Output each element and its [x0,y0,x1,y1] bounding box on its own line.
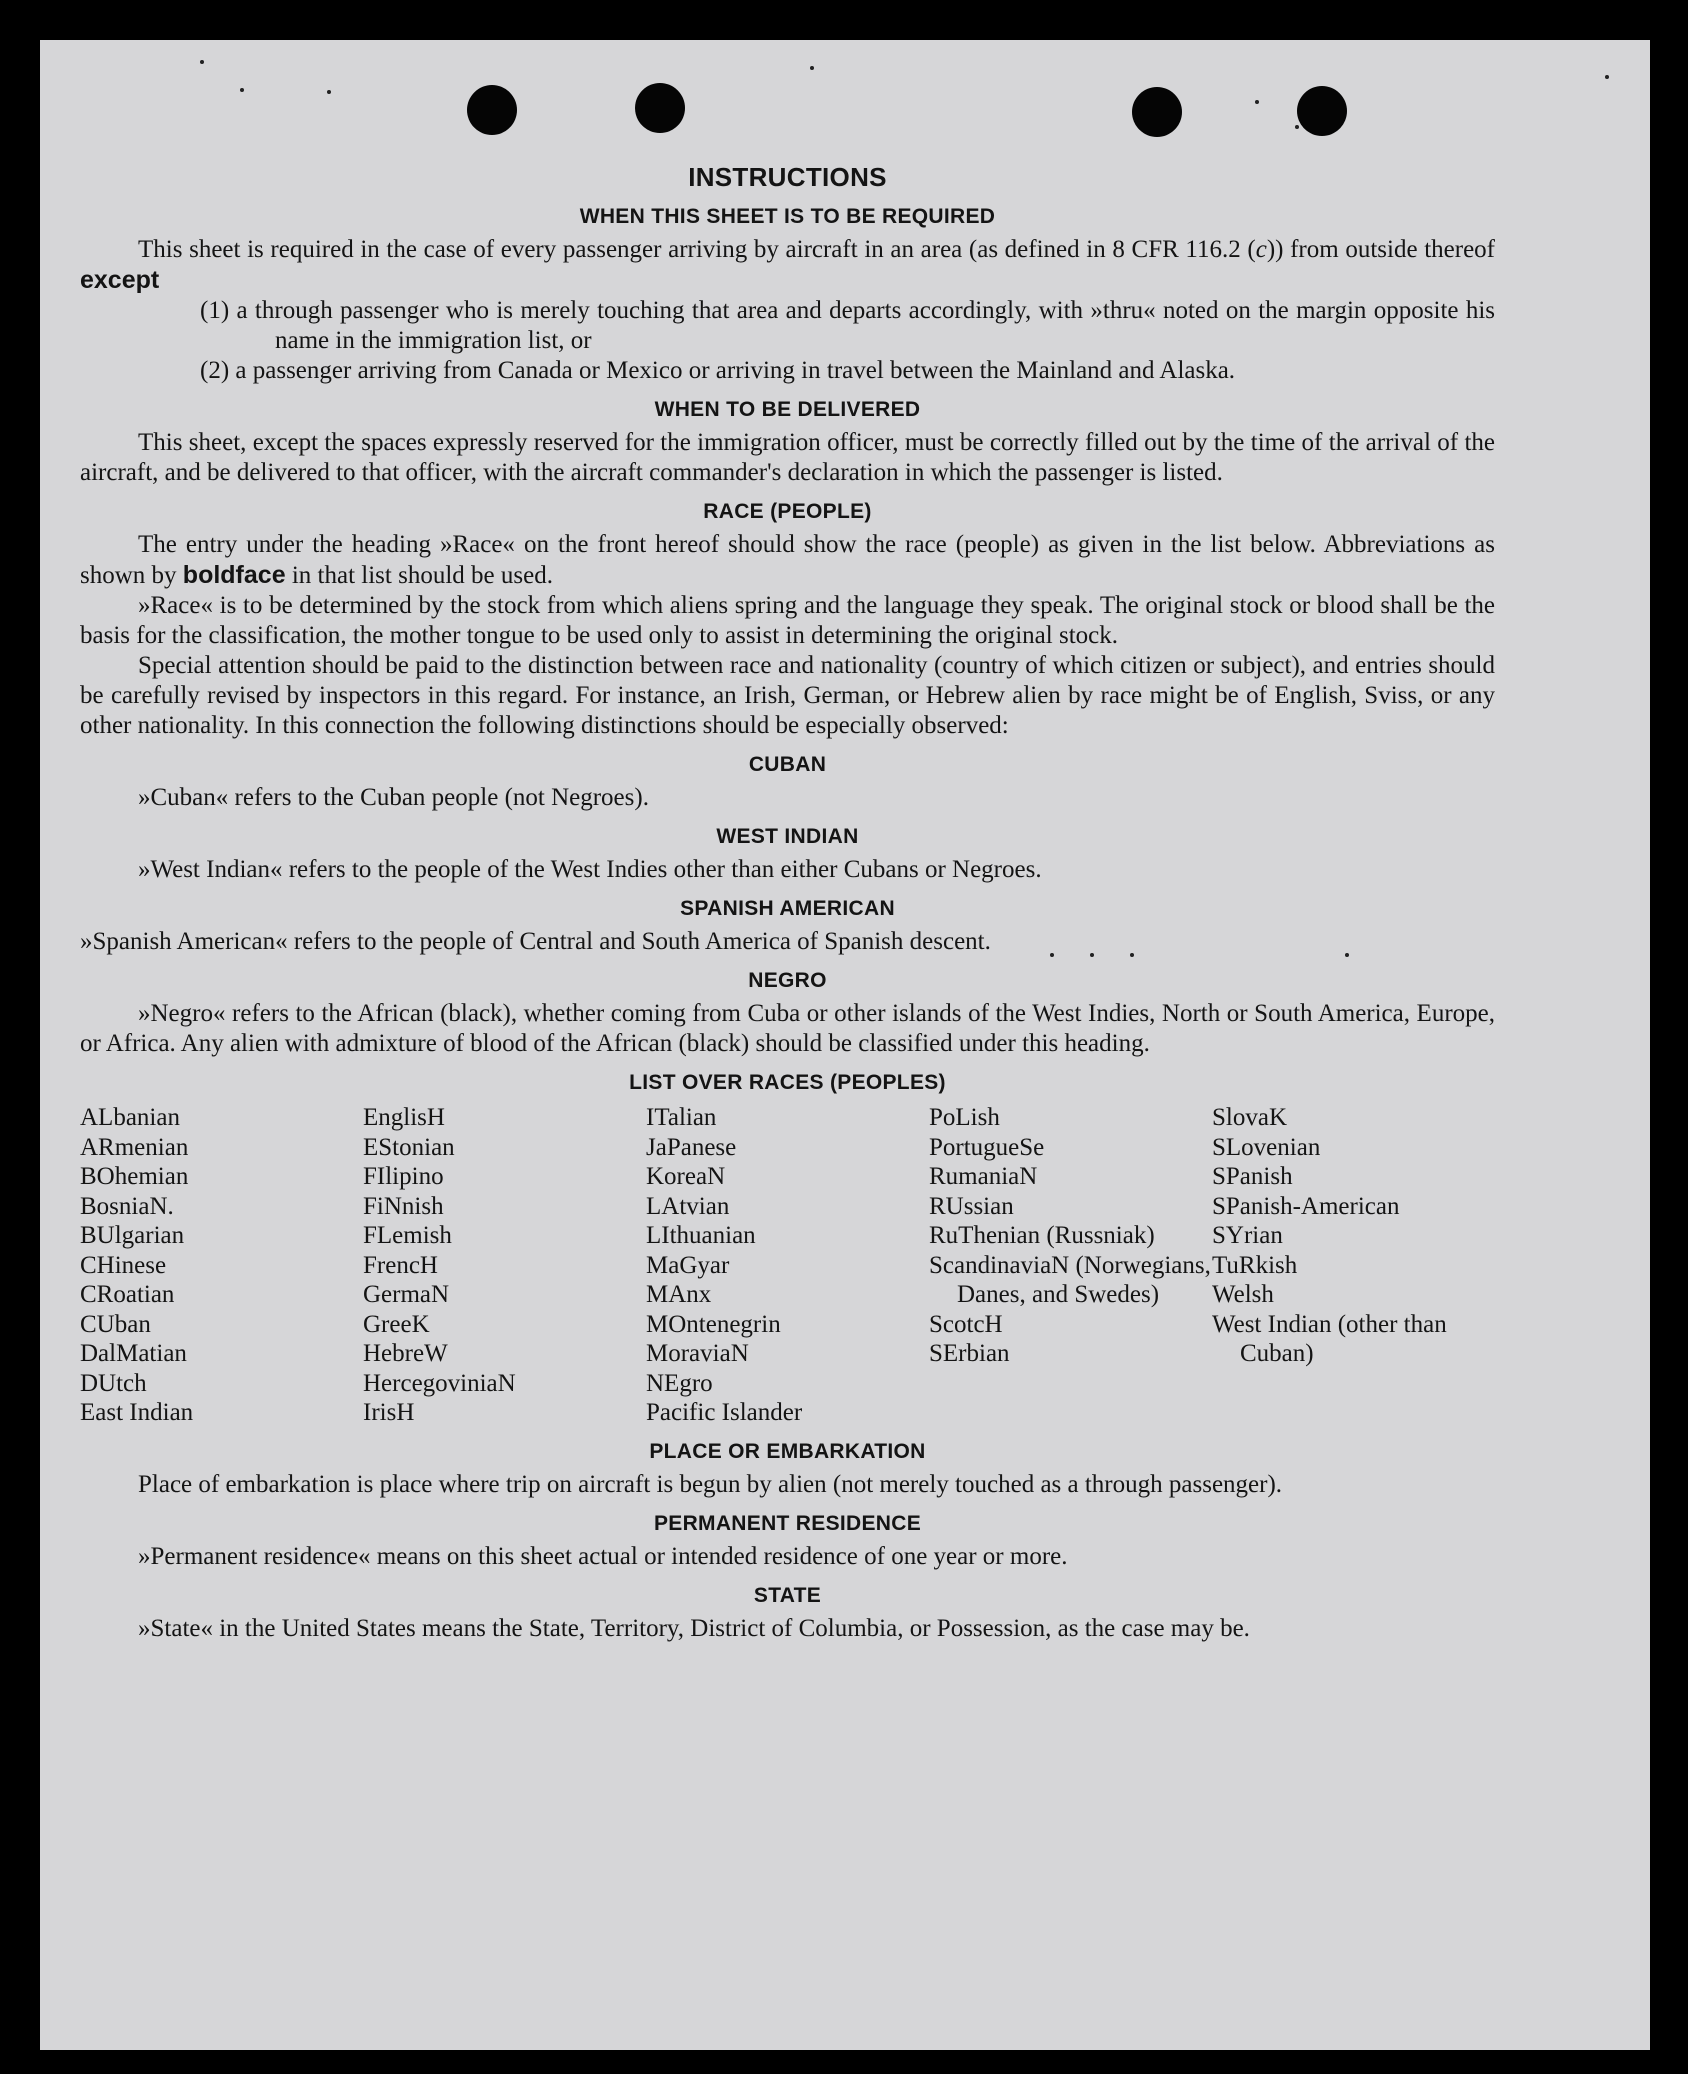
west-indian-paragraph: »West Indian« refers to the people of the West Indies other than either Cubans or Negroes. [138,856,1042,883]
required-intro-a: This sheet is required in the case of every passenger arriving by aircraft in an area (as defined in 8 CFR 116.2 ( [138,236,1256,263]
heading-cuban: CUBAN [748,753,827,776]
race-item: FiNnish [363,1192,444,1220]
instructions-content [80,162,1495,1644]
required-intro-bold: except [80,266,160,294]
dust-speck [810,66,814,70]
dust-speck [240,88,244,92]
race-item: GermaN [363,1281,450,1308]
heading-race: RACE (PEOPLE) [703,500,872,523]
race-p1-bold: boldface [182,561,286,589]
required-item-2: (2) a passenger arriving from Canada or Mexico or arriving in travel between the Mainland and Alaska. [200,357,1236,384]
race-item: ITalian [646,1104,717,1131]
race-item: DUtch [80,1369,147,1397]
race-item: BUlgarian [80,1222,185,1249]
race-item: SPanish [1212,1163,1293,1190]
spanish-american-paragraph: »Spanish American« refers to the people of Central and South America of Spanish descent. [80,928,991,955]
races-list [80,1103,1495,1428]
race-item: West Indian (other than Cuban) [1212,1310,1447,1367]
race-item: JaPanese [646,1133,737,1161]
race-item: LIthuanian [646,1222,756,1249]
delivered-paragraph: This sheet, except the spaces expressly reserved for the immigration officer, must be correctly filled out by the time of the arrival of the aircraft, and be delivered to that officer, with the aircraft commander's declaration in which the passenger is listed. [80,429,1495,486]
race-item: MaGyar [646,1251,730,1279]
race-item: SPanish-American [1212,1192,1400,1220]
race-item: RuThenian (Russniak) [929,1222,1155,1249]
race-item: ScandinaviaN (Norwegians, Danes, and Swedes) [929,1251,1211,1308]
races-column-3 [646,1103,929,1428]
race-item: CRoatian [80,1281,175,1308]
punch-hole-3 [1132,87,1182,137]
race-item: MAnx [646,1281,712,1308]
races-column-5 [1212,1103,1495,1428]
heading-embarkation: PLACE OR EMBARKATION [649,1439,926,1463]
dust-speck [1605,75,1609,79]
race-paragraph-1 [80,530,1495,591]
race-item: ScotcH [929,1310,1003,1338]
race-item: BosniaN. [80,1192,174,1220]
heading-when-delivered: WHEN TO BE DELIVERED [654,398,921,421]
race-item: MoraviaN [646,1340,749,1367]
required-intro-b: )) from outside thereof [1266,236,1495,263]
dust-speck [1255,100,1259,104]
race-item: RUssian [929,1192,1014,1220]
heading-state: STATE [753,1583,822,1607]
race-item: SErbian [929,1340,1010,1367]
race-paragraph-2: »Race« is to be determined by the stock from which aliens spring and the language they speak. The original stock or blood shall be the basis for the classification, the mother tongue to be used only to assist in determining the original stock. [80,592,1495,649]
required-intro-italic: c [1255,236,1267,263]
race-item: KoreaN [646,1163,726,1190]
document-sheet [40,40,1650,2050]
race-item: GreeK [363,1310,430,1338]
race-item: CHinese [80,1251,167,1279]
race-item: SYrian [1212,1222,1283,1249]
race-item: PoLish [929,1104,1000,1131]
race-item: HercegoviniaN [363,1369,516,1397]
races-column-2 [363,1103,646,1428]
race-item: Pacific Islander [646,1399,803,1426]
race-item: ALbanian [80,1104,180,1131]
state-paragraph: »State« in the United States means the State, Territory, District of Columbia, or Possession, as the case may be. [138,1614,1250,1642]
race-item: LAtvian [646,1192,730,1220]
race-item: EStonian [363,1133,455,1161]
race-item: CUban [80,1310,151,1338]
heading-races-list: LIST OVER RACES (PEOPLES) [629,1071,946,1094]
race-item: FLemish [363,1222,452,1249]
race-item: RumaniaN [929,1163,1038,1190]
race-p1-b: in that list should be used. [285,562,553,589]
race-item: MOntenegrin [646,1310,781,1338]
race-item: Welsh [1212,1281,1274,1308]
race-item: DalMatian [80,1340,187,1367]
races-column-1 [80,1103,363,1428]
race-item: EnglisH [363,1104,445,1131]
race-item: PortugueSe [929,1133,1045,1161]
punch-hole-4 [1297,86,1347,136]
race-item: BOhemian [80,1163,189,1190]
residence-paragraph: »Permanent residence« means on this sheet actual or intended residence of one year or more. [138,1542,1068,1570]
race-item: TuRkish [1212,1251,1298,1279]
heading-permanent-residence: PERMANENT RESIDENCE [653,1511,922,1535]
page-title: INSTRUCTIONS [688,162,887,192]
cuban-paragraph: »Cuban« refers to the Cuban people (not Negroes). [138,784,649,811]
negro-paragraph: »Negro« refers to the African (black), whether coming from Cuba or other islands of the West Indies, North or South America, Europe, or Africa. Any alien with admixture of blood of the African (black) should be classified under this heading. [80,1000,1495,1057]
required-paragraph [80,235,1495,296]
race-item: HebreW [363,1340,448,1367]
race-paragraph-3: Special attention should be paid to the distinction between race and nationality (country of which citizen or subject), and entries should be carefully revised by inspectors in this regard. For instance, an Irish, German, or Hebrew alien by race might be of English, Sviss, or any other nationality. In this connection the following distinctions should be especially observed: [80,652,1495,739]
race-item: NEgro [646,1369,713,1397]
dust-speck [200,60,204,64]
heading-spanish-american: SPANISH AMERICAN [680,897,895,920]
race-item: SlovaK [1212,1104,1287,1131]
heading-when-required: WHEN THIS SHEET IS TO BE REQUIRED [579,205,996,228]
dust-speck [1295,125,1299,129]
race-item: FIlipino [363,1163,444,1190]
heading-negro: NEGRO [748,969,827,992]
race-item: ARmenian [80,1133,189,1161]
race-item: SLovenian [1212,1133,1321,1161]
punch-hole-2 [635,83,685,133]
race-item: FrencH [363,1251,438,1279]
required-item-1: (1) a through passenger who is merely touching that area and departs accordingly, with »thru« noted on the margin opposite his name in the immigration list, or [200,297,1495,354]
race-p1-a: The entry under the heading »Race« on the front hereof should show the race (people) as given in the list below. Abbreviations as shown by [80,531,1495,589]
races-column-4 [929,1103,1212,1428]
dust-speck [327,90,331,94]
punch-hole-1 [467,85,517,135]
race-item: East Indian [80,1399,194,1426]
race-item: IrisH [363,1399,415,1426]
heading-west-indian: WEST INDIAN [716,825,859,848]
embarkation-paragraph: Place of embarkation is place where trip on aircraft is begun by alien (not merely touched as a through passenger). [138,1470,1283,1498]
